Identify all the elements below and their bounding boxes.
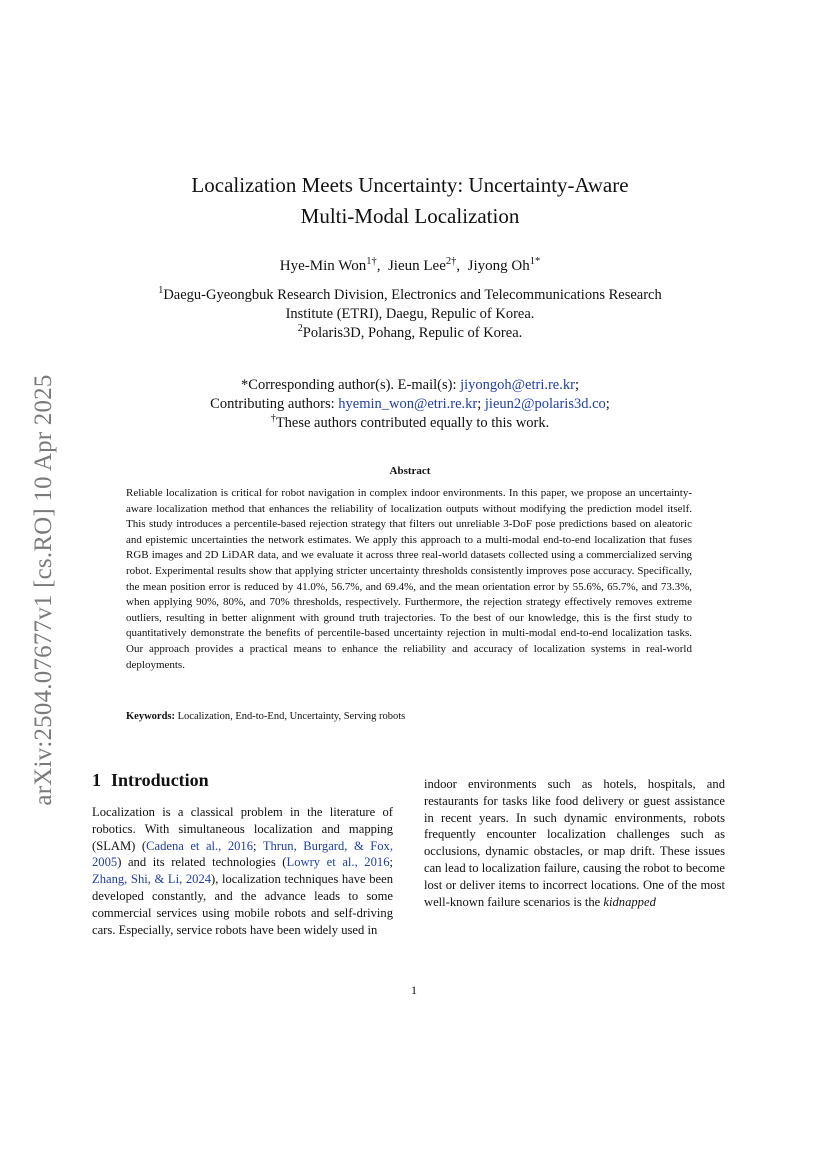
section-number: 1 [92,770,101,790]
author-affil-mark: 2† [445,256,457,267]
paper-title [80,170,740,232]
affil-mark: 2 [297,323,303,335]
citation-link[interactable]: Lowry et al., 2016 [286,855,390,870]
affiliation-1-line-2: Institute (ETRI), Daegu, Repulic of Korea. [285,306,535,322]
citation-link[interactable]: Cadena et al., 2016 [146,838,254,853]
punct: ; [574,377,579,393]
abstract-body: Reliable localization is critical for robot navigation in complex indoor environments. In this paper, we propose an uncertainty-aware localization method that enhances the reliability of localization outputs without modifying the prediction model itself. This study introduces a percentile-based rejection strategy that filters out unreliable 3-DoF pose predictions based on aleatoric and epistemic uncertainties the network estimates. We apply this approach to a multi-modal end-to-end localization that fuses RGB images and 2D LiDAR data, and we evaluate it across three real-world datasets collected using a commercialized serving robot. Experimental results show that applying stricter uncertainty thresholds consistently improves pose accuracy. Specifically, the mean position error is reduced by 41.0%, 56.7%, and 69.4%, and the mean orientation error by 55.6%, 65.7%, and 73.3%, when applying 90%, 80%, and 70% thresholds, respectively. Furthermore, the rejection strategy effectively removes extreme outliers, resulting in better alignment with ground truth trajectories. To the best of our knowledge, this is the first study to quantitatively demonstrate the benefits of percentile-based uncertainty rejection in multi-modal end-to-end localization tasks. Our approach provides a practical means to enhance the reliability and accuracy of localization systems in real-world deployments. [126,487,692,671]
title-line-2: Multi-Modal Localization [300,204,520,228]
punct: ; [253,838,263,853]
contributing-authors [80,395,740,414]
citation-link[interactable]: Thrun, Burgard, & Fox, 2005 [92,838,393,870]
author-name: Jieun Lee [387,258,446,274]
section-heading [92,770,209,791]
author-affil-mark: 1* [529,256,541,267]
author-list: Hye-Min Won$^{1\dagger}$, Jieun Lee$^{2\dagger}$, Jiyong $Oh^{1*}$ [279,256,541,274]
keywords-label: Keywords: [126,711,175,722]
page-number: 1 [411,983,417,997]
email-link-contrib-2[interactable]: jieun2@polaris3d.co [484,396,606,412]
left-column-text [92,804,393,938]
body-text: ) and its related technologies ( [117,855,287,870]
keywords [126,711,692,722]
contrib-label: Contributing authors: [210,396,339,412]
abstract-heading: Abstract [389,465,431,477]
section-title: Introduction [111,770,209,790]
equal-contribution-note [80,414,740,433]
corr-label: *Corresponding author(s). E-mail(s): [241,377,461,393]
author-affil-mark: 1† [366,256,377,267]
punct: ; [389,855,393,870]
corresponding-author [80,376,740,395]
dagger-mark: † [270,413,276,425]
affiliations [80,286,740,343]
keywords-text: Localization, End-to-End, Uncertainty, Serving robots [175,711,406,722]
citation-link[interactable]: Zhang, Shi, & Li, 2024 [92,872,212,887]
punct: ; [477,396,485,412]
affil-mark: 1 [158,285,164,297]
body-text: ), localization techniques have been developed constantly, and the advance leads to some commercial services using mobile robots and self-driving cars. Especially, service robots have been widely used in [92,872,393,937]
affiliation-2 [80,324,740,343]
email-link-contrib-1[interactable]: hyemin_won@etri.re.kr [338,396,478,412]
equal-text: These authors contributed equally to this work. [275,415,550,431]
punct: ; [605,396,610,412]
contact-info [80,376,740,433]
author-name: Jiyong Oh [467,258,530,274]
author-name: Hye-Min Won [279,258,367,274]
body-text: indoor environments such as hotels, hospitals, and restaurants for tasks like food delivery or guest assistance in recent years. In such dynamic environments, robots frequently encounter localization challenges such as occlusions, dynamic obstacles, or map drift. These issues can lead to localization failure, causing the robot to become lost or deliver items to incorrect locations. One of the most well-known failure scenarios is the [424,777,725,909]
affil-text: Polaris3D, Pohang, Repulic of Korea. [302,325,523,341]
italic-term: kidnapped [603,894,656,909]
arxiv-stamp: arXiv:2504.07677v1 [cs.RO] 10 Apr 2025 [30,374,57,806]
affiliation-1-line-1 [80,286,740,305]
title-line-1: Localization Meets Uncertainty: Uncertainty-Aware [191,173,629,197]
email-link-corresponding[interactable]: jiyongoh@etri.re.kr [460,377,575,393]
affil-text: Daegu-Gyeongbuk Research Division, Electronics and Telecommunications Research [163,287,662,303]
right-column-text [424,776,725,910]
body-text: Localization is a classical problem in the literature of robotics. With simultaneous localization and mapping (SLAM) ( [92,805,393,853]
